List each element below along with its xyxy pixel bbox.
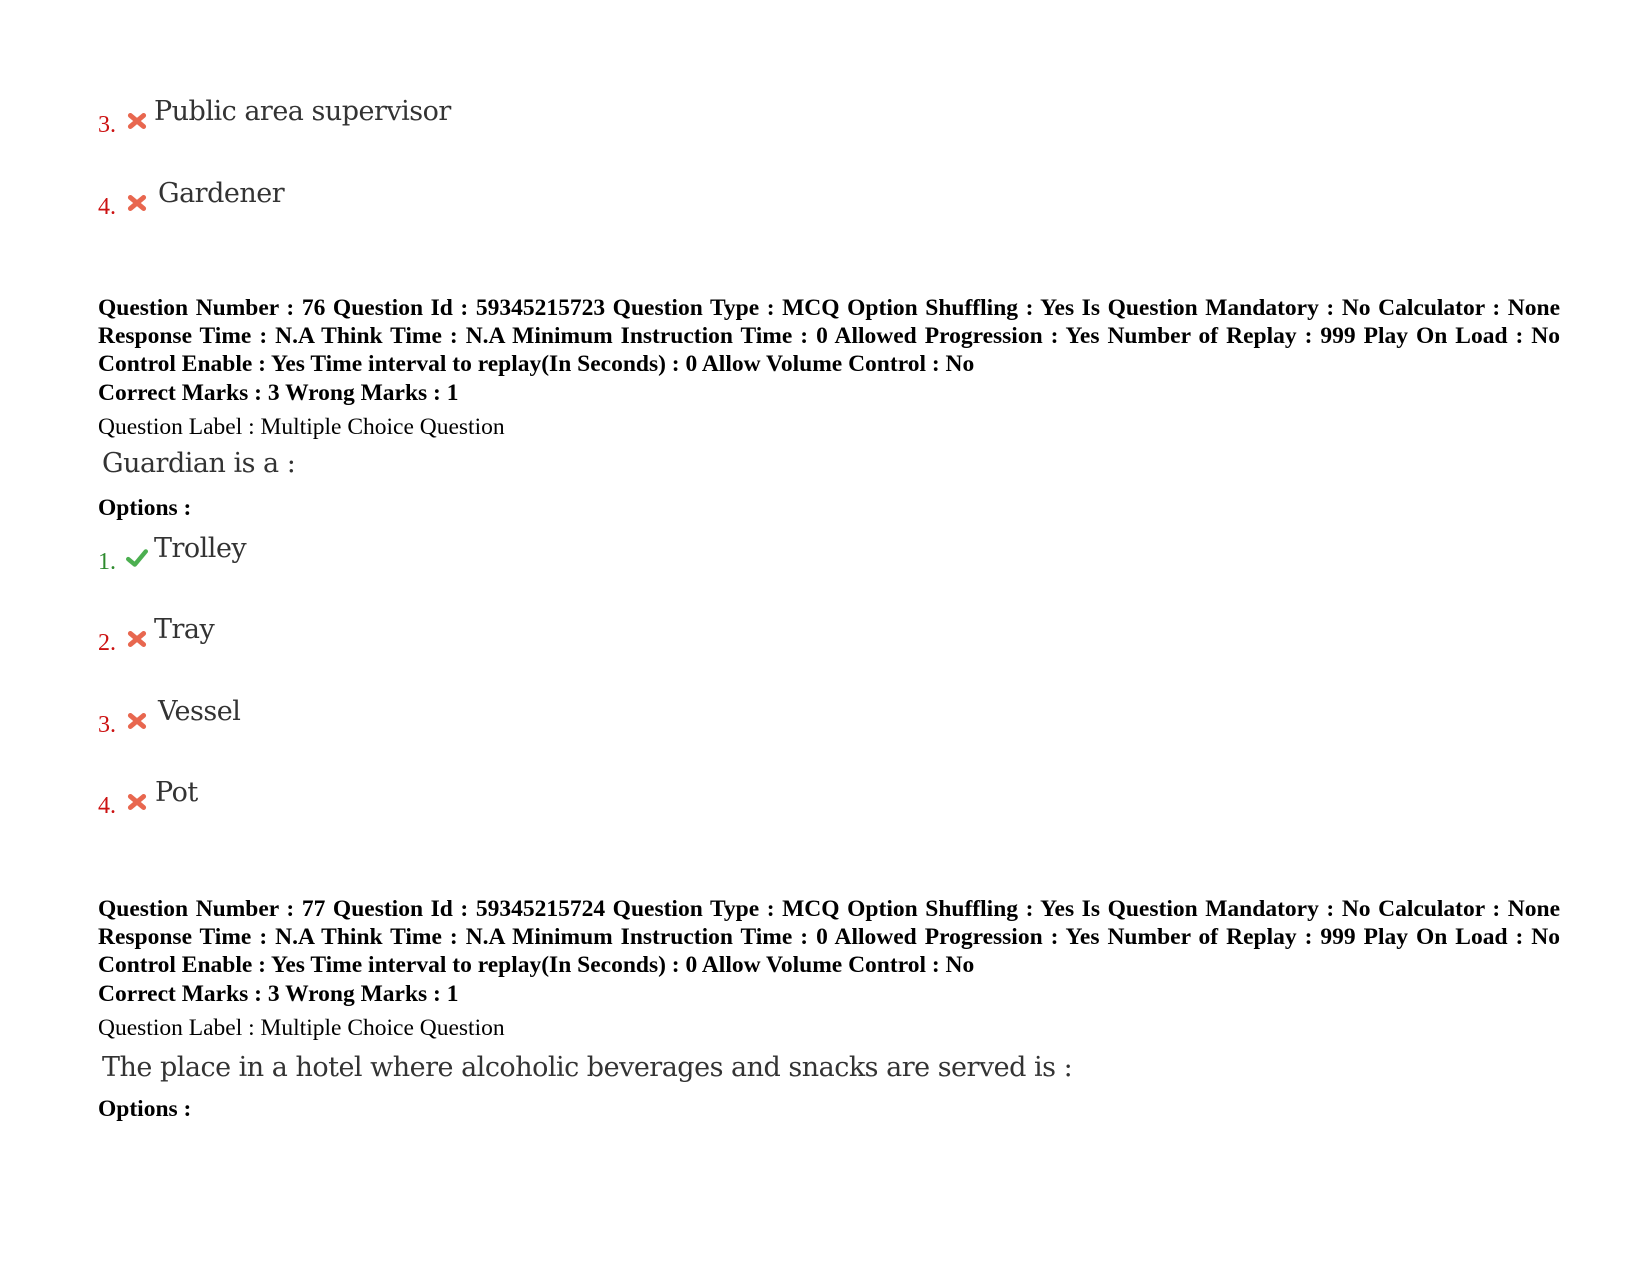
question-text: The place in a hotel where alcoholic beverages and snacks are served is : (102, 1052, 1073, 1083)
options-heading: Options : (98, 1096, 192, 1122)
cross-icon (126, 628, 148, 650)
option-number: 3. (98, 712, 116, 738)
question-marks: Correct Marks : 3 Wrong Marks : 1 (98, 380, 459, 406)
question-label: Question Label : Multiple Choice Question (98, 1015, 505, 1041)
option-number: 1. (98, 549, 116, 575)
option-item (98, 96, 998, 146)
cross-icon (126, 710, 148, 732)
cross-icon (126, 110, 148, 132)
option-number: 2. (98, 630, 116, 656)
question-label: Question Label : Multiple Choice Question (98, 414, 505, 440)
option-item (98, 777, 998, 827)
options-heading: Options : (98, 495, 192, 521)
option-text: Trolley (154, 533, 247, 564)
question-meta: Question Number : 76 Question Id : 59345215723 Question Type : MCQ Option Shuffling : Yes Is Question Mandatory : No Calculator : None Response Time : N.A Think Time : N.A Minimum Instruction Time : 0 Allowed Progression : Yes Number of Replay : 999 Play On Load : No Control Enable : Yes Time interval to replay(In Seconds) : 0 Allow Volume Control : No (98, 295, 1560, 377)
option-text: Pot (155, 777, 198, 808)
option-number: 4. (98, 793, 116, 819)
option-item (98, 614, 998, 664)
question-text: Guardian is a : (102, 448, 296, 479)
option-number: 3. (98, 112, 116, 138)
cross-icon (126, 192, 148, 214)
option-text: Gardener (158, 178, 285, 209)
question-marks: Correct Marks : 3 Wrong Marks : 1 (98, 981, 459, 1007)
cross-icon (126, 791, 148, 813)
option-item (98, 533, 998, 583)
option-text: Tray (154, 614, 215, 645)
check-icon (126, 547, 148, 569)
option-text: Public area supervisor (154, 96, 451, 127)
question-meta: Question Number : 77 Question Id : 59345215724 Question Type : MCQ Option Shuffling : Yes Is Question Mandatory : No Calculator : None Response Time : N.A Think Time : N.A Minimum Instruction Time : 0 Allowed Progression : Yes Number of Replay : 999 Play On Load : No Control Enable : Yes Time interval to replay(In Seconds) : 0 Allow Volume Control : No (98, 896, 1560, 978)
option-text: Vessel (158, 696, 241, 727)
option-item (98, 696, 998, 746)
option-number: 4. (98, 194, 116, 220)
option-item (98, 178, 998, 228)
